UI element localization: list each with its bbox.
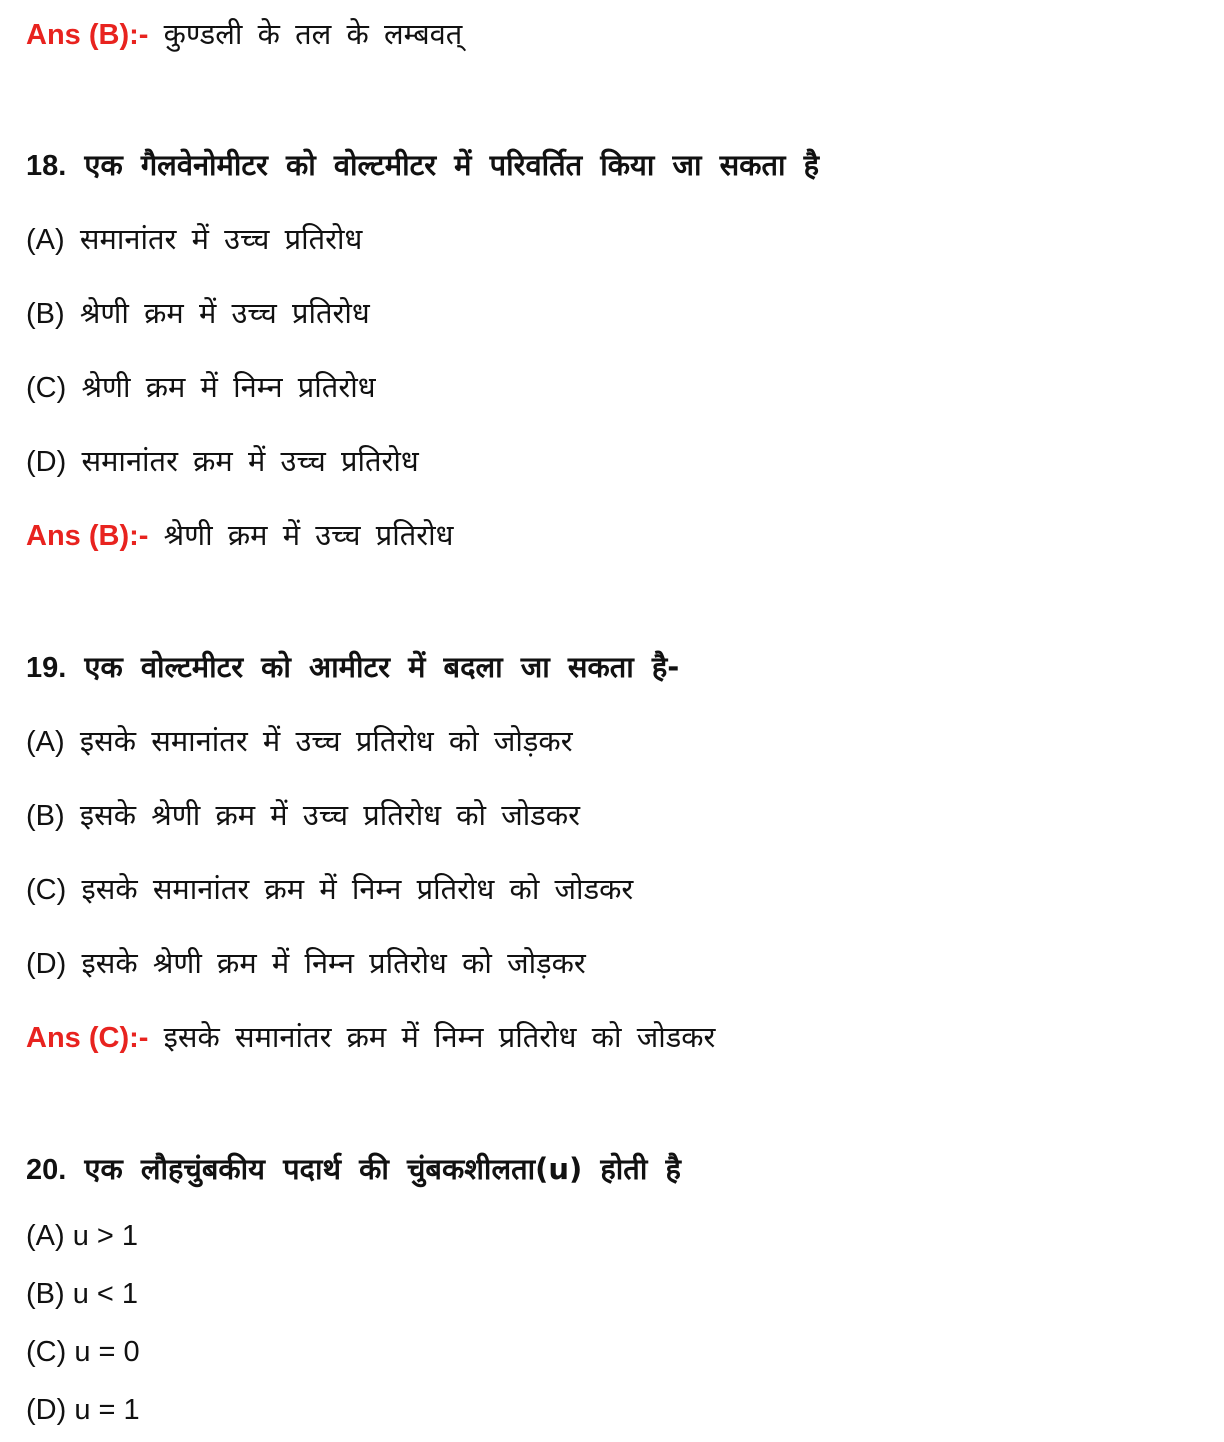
option-text: इसके समानांतर क्रम में निम्न प्रतिरोध को जोडकर <box>66 872 634 906</box>
question-text: एक वोल्टमीटर को आमीटर में बदला जा सकता है- <box>66 650 680 684</box>
question-18-option-b <box>26 293 370 334</box>
option-label: (D) <box>26 948 67 980</box>
question-18-answer <box>26 515 453 556</box>
question-19-option-d <box>26 943 586 984</box>
option-text: u = 1 <box>66 1394 140 1426</box>
answer-label: Ans (B):- <box>26 19 149 51</box>
question-number: 18. <box>26 150 67 182</box>
answer-text: कुण्डली के तल के लम्बवत् <box>148 17 463 51</box>
option-text: इसके श्रेणी क्रम में उच्च प्रतिरोध को जोडकर <box>64 798 580 832</box>
option-label: (D) <box>26 1394 67 1426</box>
answer-text: श्रेणी क्रम में उच्च प्रतिरोध <box>148 518 454 552</box>
option-text: u < 1 <box>64 1278 139 1310</box>
question-18-option-d <box>26 441 419 482</box>
question-18-option-a <box>26 219 362 260</box>
question-20-option-c <box>26 1331 140 1372</box>
answer-text: इसके समानांतर क्रम में निम्न प्रतिरोध को जोडकर <box>148 1020 716 1054</box>
option-text: u > 1 <box>64 1220 139 1252</box>
question-19-option-a <box>26 721 573 762</box>
option-text: समानांतर में उच्च प्रतिरोध <box>64 222 363 256</box>
option-label: (B) <box>26 298 65 330</box>
option-text: श्रेणी क्रम में निम्न प्रतिरोध <box>66 370 376 404</box>
question-18-title <box>26 145 819 186</box>
question-text: एक गैलवेनोमीटर को वोल्टमीटर में परिवर्तित किया जा सकता है <box>66 148 819 182</box>
prev-answer <box>26 14 462 55</box>
option-text: u = 0 <box>66 1336 140 1368</box>
question-20-title <box>26 1149 681 1190</box>
option-label: (C) <box>26 874 67 906</box>
question-19-option-b <box>26 795 580 836</box>
answer-label: Ans (B):- <box>26 520 149 552</box>
question-20-option-b <box>26 1273 138 1314</box>
question-18-option-c <box>26 367 376 408</box>
option-text: श्रेणी क्रम में उच्च प्रतिरोध <box>64 296 370 330</box>
question-20-option-d <box>26 1389 140 1430</box>
option-label: (A) <box>26 1220 65 1252</box>
question-19-title <box>26 647 679 688</box>
option-label: (A) <box>26 224 65 256</box>
option-label: (B) <box>26 1278 65 1310</box>
option-label: (B) <box>26 800 65 832</box>
question-text: एक लौहचुंबकीय पदार्थ की चुंबकशीलता(u) होती है <box>66 1152 681 1186</box>
question-number: 19. <box>26 652 67 684</box>
question-19-answer <box>26 1017 715 1058</box>
question-19-option-c <box>26 869 633 910</box>
option-text: समानांतर क्रम में उच्च प्रतिरोध <box>66 444 419 478</box>
answer-label: Ans (C):- <box>26 1022 149 1054</box>
question-number: 20. <box>26 1154 67 1186</box>
option-text: इसके श्रेणी क्रम में निम्न प्रतिरोध को जोड़कर <box>66 946 586 980</box>
option-label: (C) <box>26 372 67 404</box>
option-label: (D) <box>26 446 67 478</box>
option-text: इसके समानांतर में उच्च प्रतिरोध को जोड़कर <box>64 724 573 758</box>
option-label: (A) <box>26 726 65 758</box>
option-label: (C) <box>26 1336 67 1368</box>
question-20-option-a <box>26 1215 138 1256</box>
